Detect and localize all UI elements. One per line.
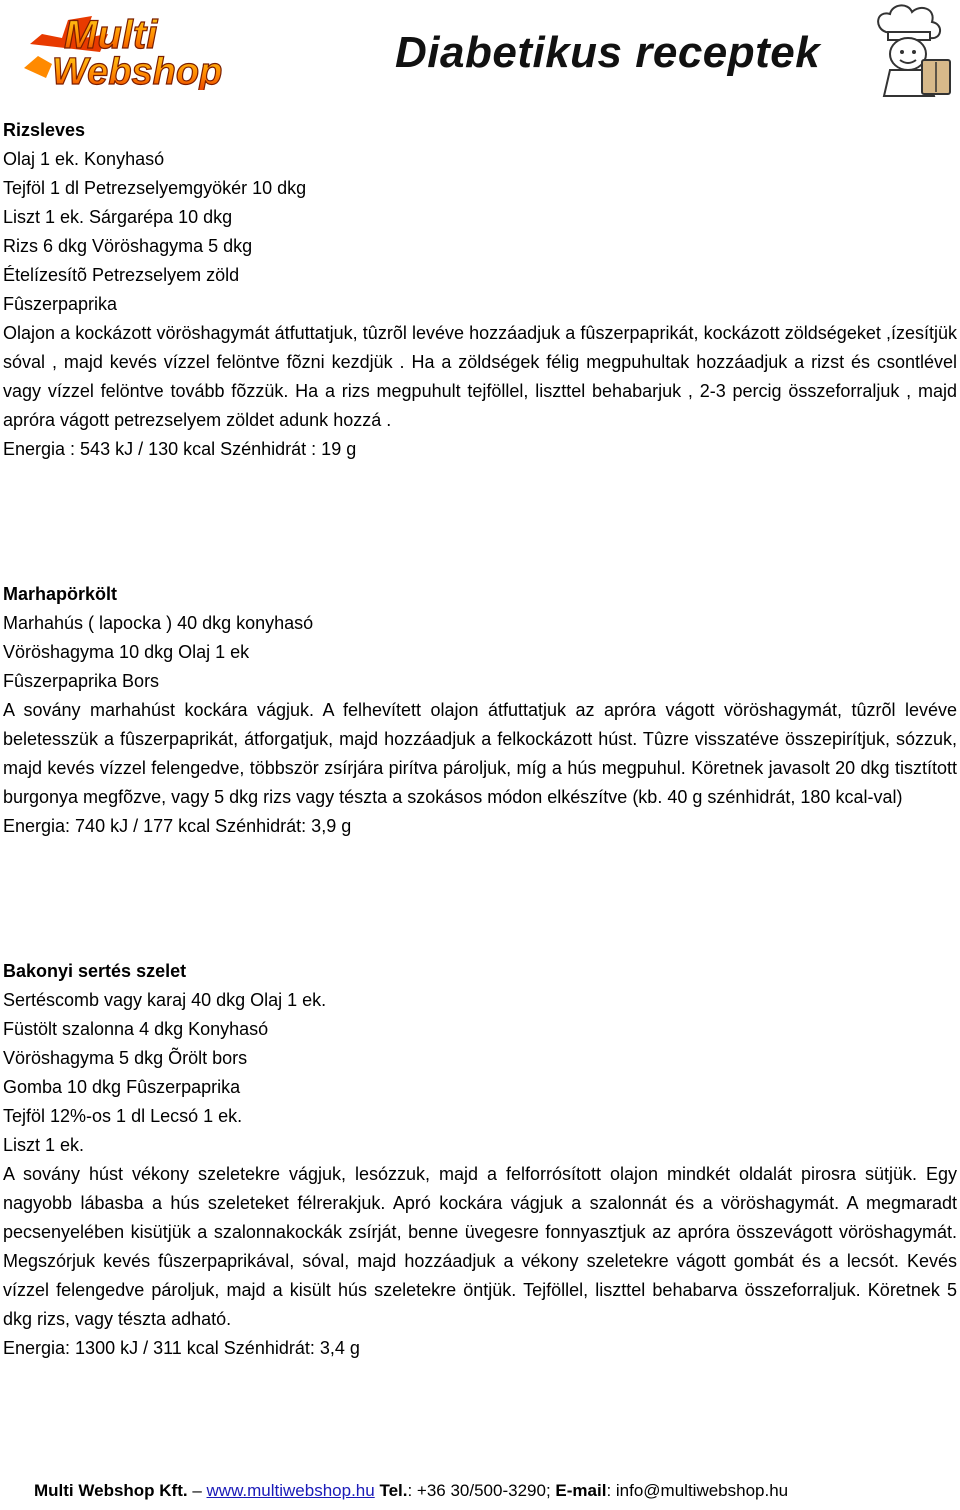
logo-text-multi: Multi [64,13,158,57]
logo-text-webshop: Webshop [52,51,223,90]
footer-tel-label: Tel. [374,1481,408,1500]
ingredient-line: Marhahús ( lapocka ) 40 dkg konyhasó [3,613,314,633]
recipe-energy: Energia: 1300 kJ / 311 kcal Szénhidrát: 3,4 g [3,1338,360,1358]
ingredient-line: Sertéscomb vagy karaj 40 dkg Olaj 1 ek. [3,990,327,1010]
footer-company: Multi Webshop Kft. [34,1481,188,1500]
ingredient-line: Liszt 1 ek. [3,1135,85,1155]
recipe-instructions: A sovány marhahúst kockára vágjuk. A felhevített olajon átfuttatjuk az apróra vágott vöröshagymát, tûzrõl levéve beletesszük a fûszerpaprikát, átforgatjuk, majd hozzáadjuk a felkockázott húst. Tûzre visszatéve összepirítjuk, sózzuk, majd kevés vízzel felengedve, többször zsírjára pirítva pároljuk, míg a hús megpuhul. Köretnek javasolt 20 dkg tisztított burgonya megfõzve, vagy 5 dkg rizs vagy tészta a szokásos módon elkészítve (kb. 40 g szénhidrát, 180 kcal-val) [3,700,957,807]
ingredient-line: Tejföl 12%-os 1 dl Lecsó 1 ek. [3,1106,243,1126]
footer-email-value: : info@multiwebshop.hu [606,1481,789,1500]
multi-webshop-logo [22,8,280,90]
recipe-bakonyi-sertes-szelet [3,957,957,1363]
recipe-marhaporkolt [3,580,957,841]
ingredient-line: Tejföl 1 dl Petrezselyemgyökér 10 dkg [3,178,307,198]
ingredient-line: Rizs 6 dkg Vöröshagyma 5 dkg [3,236,253,256]
footer-website-link[interactable]: www.multiwebshop.hu [206,1481,375,1500]
footer-dash: – [187,1481,207,1500]
page-header [0,0,960,108]
recipe-instructions: A sovány húst vékony szeletekre vágjuk, lesózzuk, majd a felforrósított olajon mindkét oldalát pirosra sütjük. Egy nagyobb lábasba a hús szeleteket félrerakjuk. Apró kockára vágjuk a szalonnát és a vöröshagymát. A megmaradt pecsenyelében kisütjük a szalonnakockák zsírját, benne üvegesre fonnyasztjuk az apróra összevágott vöröshagymát. Megszórjuk kevés fûszerpaprikával, sóval, majd hozzáadjuk a vékony szeletekre vágott gombát és a lecsót. Kevés vízzel felengedve pároljuk, majd a kisült hús szeletekre öntjük. Tejföllel, liszttel behabarva összeforraljuk. Köretnek 5 dkg rizs, vagy tészta adható. [3,1164,957,1329]
recipe-instructions: Olajon a kockázott vöröshagymát átfuttatjuk, tûzrõl levéve hozzáadjuk a fûszerpaprikát, kockázott zöldségeket ,ízesítjük sóval , majd kevés vízzel felöntve fõzni kezdjük . Ha a zöldségek félig megpuhultak hozzáadjuk a rizst és csontlével vagy vízzel felöntve tovább fõzzük. Ha a rizs megpuhult tejföllel, liszttel behabarjuk , 2-3 percig összeforraljuk , majd apróra vágott petrezselyem zöldet adunk hozzá . [3,323,957,430]
ingredient-line: Füstölt szalonna 4 dkg Konyhasó [3,1019,269,1039]
ingredient-line: Vöröshagyma 5 dkg Õrölt bors [3,1048,248,1068]
banner-title: Diabetikus receptek [395,28,821,77]
ingredient-line: Olaj 1 ek. Konyhasó [3,149,165,169]
ingredient-line: Liszt 1 ek. Sárgarépa 10 dkg [3,207,233,227]
recipe-title: Rizsleves [3,120,86,140]
logo-graphic [22,8,280,90]
ingredient-line: Fûszerpaprika [3,294,118,314]
ingredient-line: Ételízesítõ Petrezselyem zöld [3,265,240,285]
page-footer [34,1481,788,1501]
chef-icon [868,2,956,98]
recipe-title: Marhapörkölt [3,584,118,604]
recipe-energy: Energia: 740 kJ / 177 kcal Szénhidrát: 3,9 g [3,816,352,836]
recipe-rizsleves [3,116,957,464]
ingredient-line: Fûszerpaprika Bors [3,671,160,691]
ingredient-line: Vöröshagyma 10 dkg Olaj 1 ek [3,642,250,662]
footer-email-label: E-mail [555,1481,607,1500]
footer-tel-value: : +36 30/500-3290; [407,1481,556,1500]
recipe-title: Bakonyi sertés szelet [3,961,187,981]
ingredient-line: Gomba 10 dkg Fûszerpaprika [3,1077,241,1097]
recipes-content [3,116,957,1363]
recipe-energy: Energia : 543 kJ / 130 kcal Szénhidrát : 19 g [3,439,357,459]
